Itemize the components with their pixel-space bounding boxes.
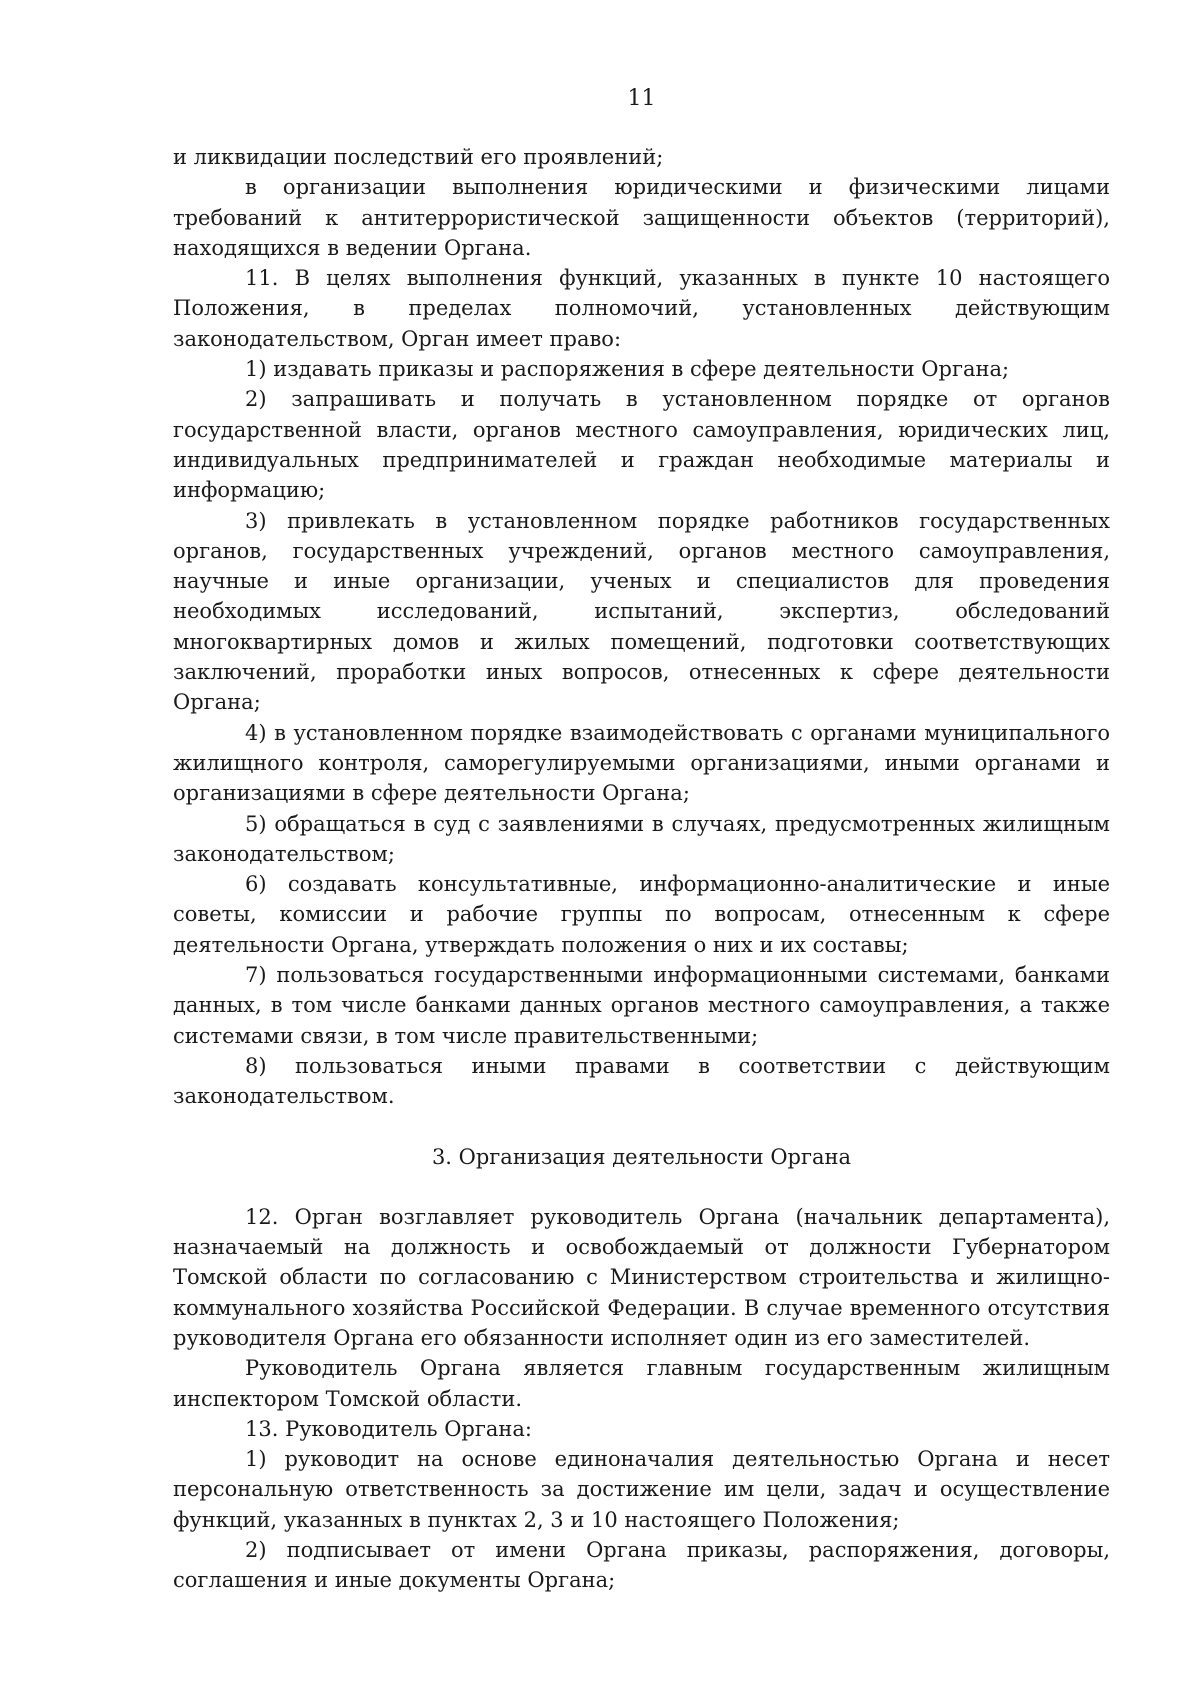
paragraph: 1) руководит на основе единоначалия деятельностью Органа и несет персональную ответственность за достижение им цели, задач и осуществление функций, указанных в пунктах 2, 3 и 10 настоящего Положения; [173, 1447, 1110, 1532]
paragraph: 13. Руководитель Органа: [245, 1416, 532, 1441]
paragraph: 12. Орган возглавляет руководитель Органа (начальник департамента), назначаемый на должность и освобождаемый от должности Губернатором Томской области по согласованию с Министерством строительства и жилищно-коммунального хозяйства Российской Федерации. В случае временного отсутствия руководителя Органа его обязанности исполняет один из его заместителей. [173, 1204, 1110, 1350]
paragraph: 3) привлекать в установленном порядке работников государственных органов, государственных учреждений, органов местного самоуправления, научные и иные организации, ученых и специалистов для проведения необходимых исследований, испытаний, экспертиз, обследований многоквартирных домов и жилых помещений, подготовки соответствующих заключений, проработки иных вопросов, отнесенных к сфере деятельности Органа; [173, 508, 1110, 715]
paragraph: 7) пользоваться государственными информационными системами, банками данных, в том числе банками данных органов местного самоуправления, а также системами связи, в том числе правительственными; [173, 963, 1110, 1048]
paragraph: 1) издавать приказы и распоряжения в сфере деятельности Органа; [245, 357, 1010, 382]
paragraph: 11. В целях выполнения функций, указанных в пункте 10 настоящего Положения, в пределах полномочий, установленных действующим законодательством, Орган имеет право: [173, 266, 1110, 351]
paragraph: в организации выполнения юридическими и физическими лицами требований к антитеррористической защищенности объектов (территорий), находящихся в ведении Органа. [173, 175, 1110, 260]
paragraph: 2) подписывает от имени Органа приказы, распоряжения, договоры, соглашения и иные документы Органа; [173, 1538, 1110, 1593]
paragraph: 6) создавать консультативные, информационно-аналитические и иные советы, комиссии и рабочие группы по вопросам, отнесенным к сфере деятельности Органа, утверждать положения о них и их составы; [173, 872, 1110, 957]
paragraph: 8) пользоваться иными правами в соответствии с действующим законодательством. [173, 1053, 1110, 1109]
paragraph: 5) обращаться в суд с заявлениями в случаях, предусмотренных жилищным законодательством; [173, 811, 1110, 866]
document-body [173, 142, 1110, 1596]
paragraph: 2) запрашивать и получать в установленном порядке от органов государственной власти, органов местного самоуправления, юридических лиц, индивидуальных предпринимателей и граждан необходимые материалы и информацию; [173, 387, 1110, 503]
page-number: 11 [627, 86, 656, 111]
paragraph: 4) в установленном порядке взаимодействовать с органами муниципального жилищного контроля, саморегулируемыми организациями, иными органами и организациями в сфере деятельности Органа; [173, 720, 1110, 806]
paragraph: и ликвидации последствий его проявлений; [173, 145, 664, 169]
paragraph: Руководитель Органа является главным государственным жилищным инспектором Томской области. [173, 1356, 1110, 1411]
section-title: 3. Организация деятельности Органа [431, 1144, 852, 1169]
